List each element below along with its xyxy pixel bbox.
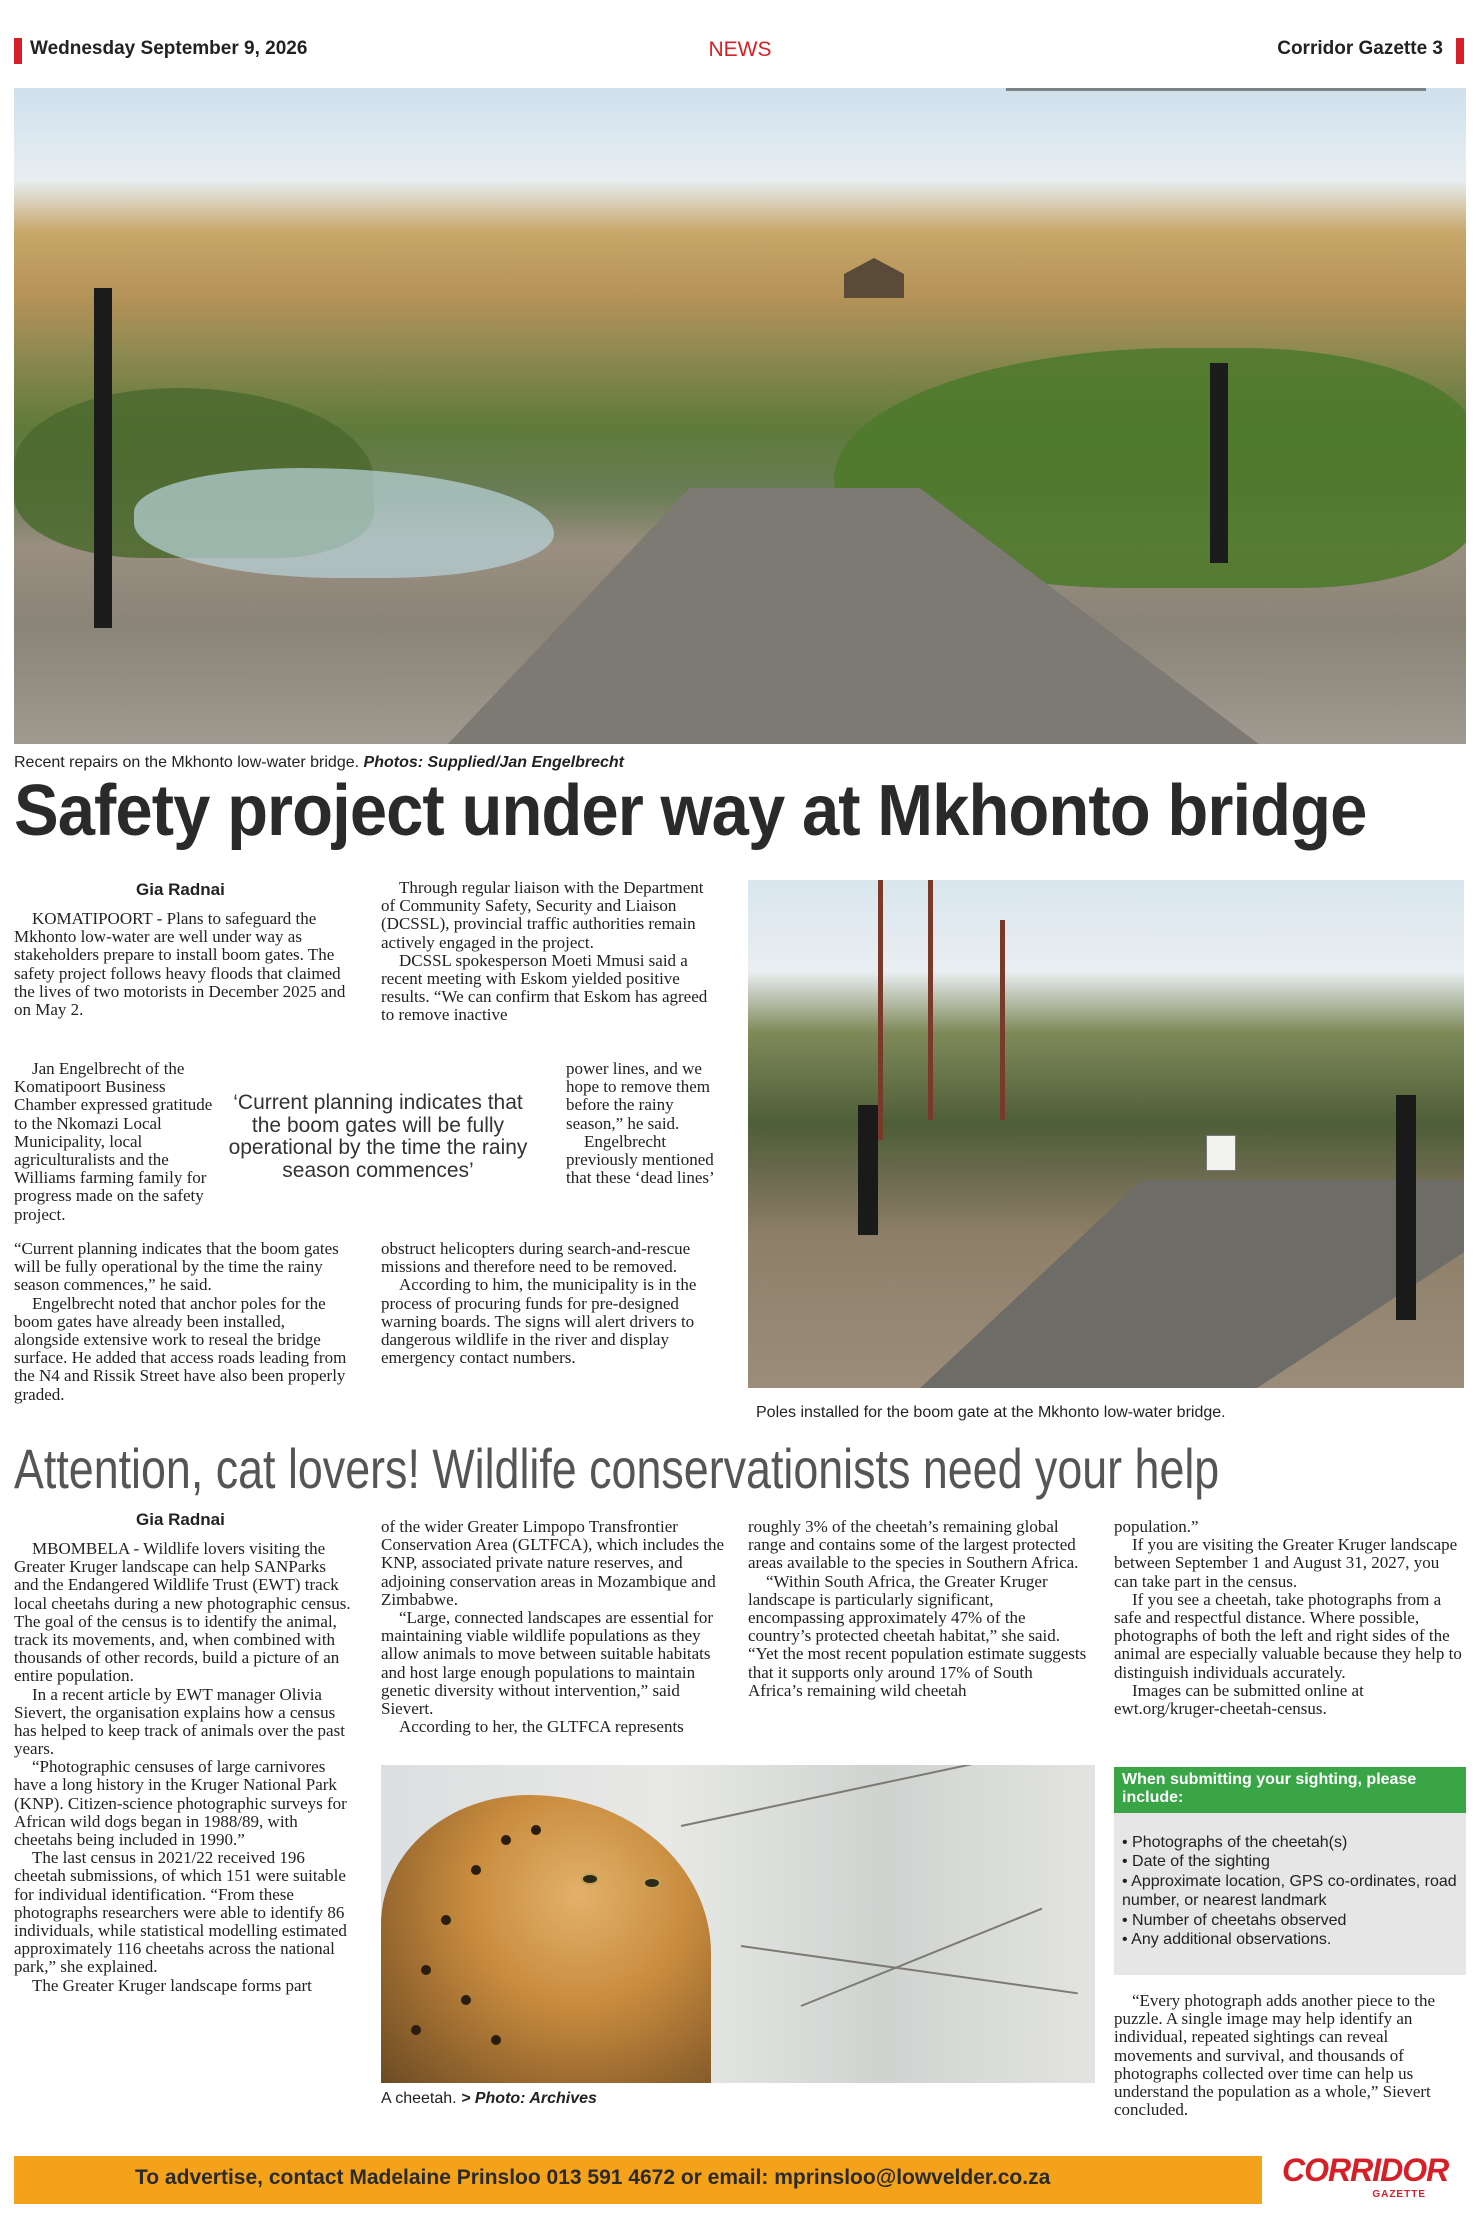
tree-canopy [1006,88,1426,288]
boom-pole-right [1210,363,1228,563]
issue-date: Wednesday September 9, 2026 [30,38,308,59]
story2-column-3: roughly 3% of the cheetah’s remaining global range and contains some of the largest protected areas available to the species in Southern Africa. “Within South Africa, the Greater Kruger landscape is particularly significant, encompassing approximately 47% of the country’s protected cheetah habitat,” she said. “Yet the most recent population estimate suggests that it supports only around 17% of South Africa’s remaining wild cheetah [748,1517,1087,1700]
power-mast [1000,920,1005,1120]
story1-byline: Gia Radnai [136,880,225,899]
story2-column-1: MBOMBELA - Wildlife lovers visiting the Greater Kruger landscape can help SANParks and the Endangered Wildlife Trust (EWT) track local cheetahs during a new photographic census. The goal of the census is to identify the animal, track its movements, and, when combined with thousands of other records, build a picture of an entire population. In a recent article by EWT manager Olivia Sievert, the organisation explains how a census has helped to keep track of animals over the past years. “Photographic censuses of large carnivores have a long history in the Kruger National Park (KNP). Citizen-science photographic surveys for African wild dogs began in 1988/89, with cheetahs being included in 1990.” The last census in 2021/22 received 196 cheetah submissions, of which 151 were suitable for individual identification. “From these photographs researchers were able to identify 86 individuals, while statistical modelling estimated approximately 116 cheetahs across the national park,” she explained. The Greater Kruger landscape forms part [14,1539,351,1995]
boom-pole-right [1396,1095,1416,1320]
spot [471,1865,481,1875]
twig [741,1945,1078,1994]
story1-column-1: KOMATIPOORT - Plans to safeguard the Mkhonto low-water are well under way as stakeholders prepare to install boom gates. The safety project follows heavy floods that claimed the lives of two motorists in December 2025 and on May 2. [14,909,346,1019]
story1-column-2: Through regular liaison with the Department of Community Safety, Security and Liaison (DCSSL), provincial traffic authorities remain actively engaged in the project. DCSSL spokesperson Moeti Mmusi said a recent meeting with Eskom yielded positive results. “We can confirm that Eskom has agreed to remove inactive [381,878,708,1025]
story2-column-2: of the wider Greater Limpopo Transfrontier Conservation Area (GLTFCA), which includes the KNP, associated private nature reserves, and adjoining conservation areas in Mozambique and Zimbabwe. “Large, connected landscapes are essential for maintaining viable wildlife populations as they allow animals to move between suitable habitats and host large enough populations to maintain genetic diversity without intervention,” said Sievert. According to her, the GLTFCA represents [381,1517,725,1737]
spot [411,2025,421,2035]
twig [801,1908,1043,2007]
spot [501,1835,511,1845]
cheetah-head [381,1795,711,2083]
power-mast [878,880,883,1140]
cheetah-eye [581,1873,599,1885]
bridge-photo [14,88,1466,744]
info-box-list [1114,1813,1466,1950]
spot [491,2035,501,2045]
boom-gate-photo-caption: Poles installed for the boom gate at the Mkhonto low-water bridge. [756,1404,1226,1421]
boom-pole-left [858,1105,878,1235]
page-label: Corridor Gazette 3 [1277,38,1443,59]
story2-column-4: population.” If you are visiting the Greater Kruger landscape between September 1 and August 31, 2027, you can take part in the census. If you see a cheetah, take photographs from a safe and respectful distance. Where possible, photographs of both the left and right sides of the animal are especially valuable because they help to distinguish individuals accurately. Images can be submitted online at ewt.org/kruger-cheetah-census. [1114,1517,1462,1718]
info-item: • Approximate location, GPS co-ordinates, road number, or nearest landmark [1122,1872,1457,1910]
info-item: • Photographs of the cheetah(s) [1122,1833,1348,1851]
pull-quote: ‘Current planning indicates that the boom gates will be fully operational by the time the rainy season commences’ [228,1091,528,1183]
spot [531,1825,541,1835]
story1-headline: Safety project under way at Mkhonto bridge [14,771,1367,851]
cheetah-photo [381,1765,1095,2083]
submission-info-box [1114,1767,1466,1975]
header-accent-bar-right [1456,38,1464,64]
section-label: NEWS [708,38,772,61]
bridge-photo-caption: Recent repairs on the Mkhonto low-water bridge. Photos: Supplied/Jan Engelbrecht [14,754,624,771]
spot [421,1965,431,1975]
story2-headline: Attention, cat lovers! Wildlife conservationists need your help [14,1437,1220,1500]
boom-pole-left [94,288,112,628]
story1-column-2-lower: obstruct helicopters during search-and-rescue missions and therefore need to be removed. According to him, the municipality is in the process of procuring funds for pre-designed warning boards. The signs will alert drivers to dangerous wildlife in the river and display emergency contact numbers. [381,1239,697,1368]
lodge-building [844,258,904,298]
power-mast [928,880,933,1120]
header-accent-bar [14,38,22,64]
info-item: • Date of the sighting [1122,1853,1270,1871]
twig [681,1765,975,1827]
story1-column-1-wrap: Jan Engelbrecht of the Komatipoort Business Chamber expressed gratitude to the Nkomazi Local Municipality, local agriculturalists and the Williams farming family for progress made on the safety project. [14,1059,213,1224]
cheetah-photo-caption: A cheetah. > Photo: Archives [381,2090,597,2107]
corridor-gazette-logo: CORRIDOR GAZETTE [1282,2152,1449,2200]
boom-gate-photo [748,880,1464,1388]
story2-column-4-end: “Every photograph adds another piece to the puzzle. A single image may help identify an individual, repeated sightings can reveal movements and survival, and thousands of photographs collected over time can help us understand the population as a whole,” Sievert concluded. [1114,1991,1436,2120]
river-water [134,468,554,578]
spot [441,1915,451,1925]
info-item: • Number of cheetahs observed [1122,1911,1347,1929]
story1-column-2-wrap: power lines, and we hope to remove them before the rainy season,” he said. Engelbrecht previously mentioned that these ‘dead lines’ [566,1059,715,1188]
gravel-road [918,1180,1464,1388]
info-item: • Any additional observations. [1122,1931,1332,1949]
warning-board [1206,1135,1236,1171]
cheetah-eye [643,1877,661,1889]
story2-byline: Gia Radnai [136,1510,225,1529]
story1-column-1-lower: “Current planning indicates that the boom gates will be fully operational by the time the rainy season commences,” he said. Engelbrecht noted that anchor poles for the boom gates have already been installed, alongside extensive work to reseal the bridge surface. He added that access roads leading from the N4 and Rissik Street have also been properly graded. [14,1239,347,1404]
info-box-title: When submitting your sighting, please include: [1114,1767,1466,1813]
spot [461,1995,471,2005]
advert-contact: To advertise, contact Madelaine Prinsloo 013 591 4672 or email: mprinsloo@lowvelder.co.za [135,2166,1051,2189]
